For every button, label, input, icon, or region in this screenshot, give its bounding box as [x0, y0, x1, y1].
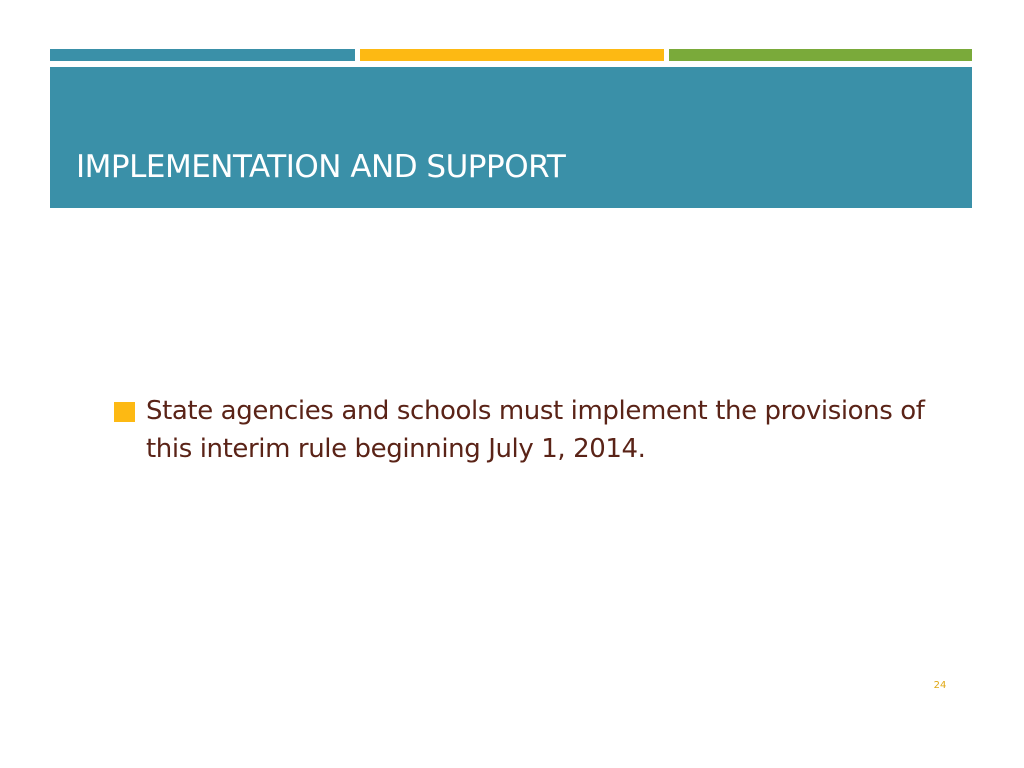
slide-title: IMPLEMENTATION AND SUPPORT: [76, 149, 566, 185]
bullet-text: State agencies and schools must implement the provisions of this interim rule beginning July 1, 2014.: [146, 396, 925, 464]
yellow-accent-bar: [360, 49, 664, 61]
teal-accent-bar: [50, 49, 355, 61]
title-band: [50, 67, 972, 208]
green-accent-bar: [669, 49, 972, 61]
slide-page-number: 24: [933, 680, 947, 691]
square-bullet-icon: [114, 402, 135, 422]
